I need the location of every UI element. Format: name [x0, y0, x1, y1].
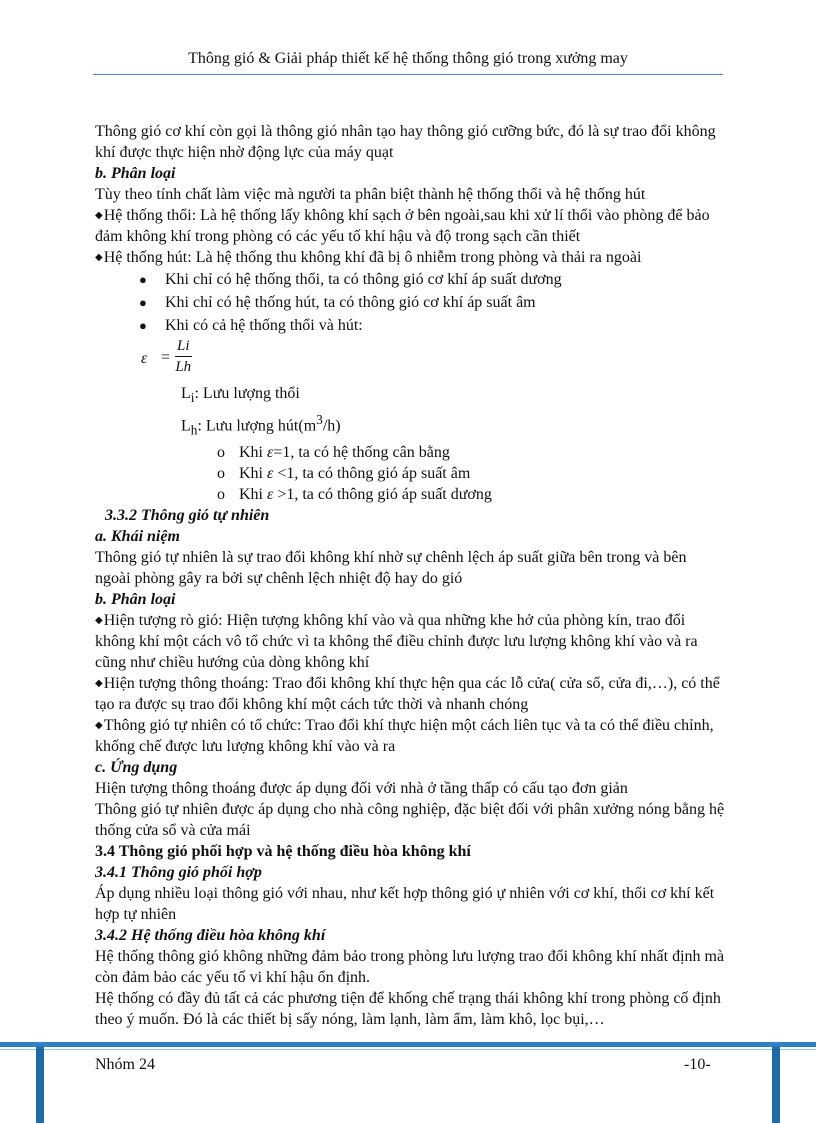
bullet-item: [95, 291, 725, 314]
paragraph: Thông gió tự nhiên được áp dụng cho nhà công nghiệp, đặc biệt đối với phân xưởng nóng bằng hệ thống cửa sổ và cửa mái: [95, 800, 725, 839]
page-number: -10-: [684, 1056, 711, 1073]
paragraph: Hệ thống thông gió không những đảm bảo trong phòng lưu lượng trao đổi không khí nhất định mà còn đảm bảo các yếu tố vi khí hậu ổn định.: [95, 947, 725, 986]
diamond-bullet-icon: ◆: [95, 614, 103, 626]
diamond-bullet-icon: ◆: [95, 677, 103, 689]
diamond-bullet-icon: ◆: [95, 719, 103, 731]
def-text: : Lưu lượng hút(m: [197, 417, 317, 435]
case-text: Khi: [239, 485, 267, 503]
definition-lh: [95, 409, 725, 442]
bullet-text: Khi có cả hệ thống thổi và hút:: [165, 317, 363, 334]
case-text: Khi: [239, 464, 267, 482]
paragraph: Thông gió cơ khí còn gọi là thông gió nhân tạo hay thông gió cưỡng bức, đó là sự trao đổi không khí được thực hiện nhờ động lực của máy quạt: [95, 123, 716, 161]
dot-bullet-icon: ●: [139, 295, 147, 310]
paragraph: Tùy theo tính chất làm việc mà người ta phân biệt thành hệ thống thổi và hệ thống hút: [95, 186, 646, 203]
paragraph-text: Hệ thống thổi: Là hệ thống lấy không khí sạch ở bên ngoài,sau khi xử lí thổi vào phòng để bảo đảm không khí trong phòng có các yếu tố khí hậu và độ trong sạch cần thiết: [95, 207, 710, 245]
paragraph: Thông gió tự nhiên là sự trao đổi không khí nhờ sự chênh lệch áp suất giữa bên trong và bên ngoài phòng gây ra bởi sự chênh lệch nhiệt độ hay do gió: [95, 548, 687, 587]
dot-bullet-icon: ●: [139, 318, 147, 333]
formula-fraction: [175, 337, 192, 377]
paragraph-text: Hiện tượng thông thoáng: Trao đổi không khí thực hện qua các lỗ cửa( cửa sổ, cửa đi,…), có thể tạo ra được sụ trao đổi không khí một cách tức thời và nhanh chóng: [95, 674, 720, 713]
footer-line: [0, 1049, 816, 1050]
footer-right-accent: [772, 1047, 780, 1123]
circle-bullet-icon: o: [217, 443, 225, 461]
case-text: Khi: [239, 443, 267, 461]
paragraph: [95, 205, 725, 247]
case-symbol: ε: [267, 464, 274, 482]
def-superscript: 3: [316, 412, 323, 428]
formula-lhs: ε: [141, 350, 148, 367]
footer-left-accent: [36, 1047, 44, 1123]
page-header-title: Thông gió & Giải pháp thiết kế hệ thống thông gió trong xưởng may: [188, 50, 628, 67]
case-text: <1, ta có thông gió áp suất âm: [273, 464, 471, 482]
def-symbol: L: [181, 417, 191, 435]
paragraph: [95, 247, 725, 268]
paragraph: Áp dụng nhiều loại thông gió với nhau, như kết hợp thông gió ự nhiên với cơ khí, thổi cơ khí kết hợp tự nhiên: [95, 884, 715, 923]
case-symbol: ε: [267, 485, 274, 503]
bullet-item: [95, 268, 725, 291]
case-text: >1, ta có thông gió áp suất dương: [273, 485, 492, 503]
section-heading: 3.4.2 Hệ thống điều hòa không khí: [95, 926, 326, 944]
paragraph-text: Hệ thống hút: Là hệ thống thu không khí đã bị ô nhiễm trong phòng và thải ra ngoài: [103, 249, 642, 266]
document-body: [95, 121, 725, 1030]
paragraph: Hiện tượng thông thoáng được áp dụng đối với nhà ở tầng thấp có cấu tạo đơn giản: [95, 779, 628, 797]
case-item: [95, 484, 725, 505]
case-item: [95, 442, 725, 463]
case-text: =1, ta có hệ thống cân bằng: [273, 443, 450, 461]
section-heading: 3.4 Thông gió phối hợp và hệ thống điều hòa không khí: [95, 842, 471, 860]
case-item: [95, 463, 725, 484]
header-divider: [93, 74, 723, 75]
section-heading: a. Khái niệm: [95, 527, 180, 545]
footer-group-name: Nhóm 24: [95, 1056, 155, 1073]
bullet-item: [95, 314, 725, 337]
paragraph-text: Hiện tượng rò gió: Hiện tượng không khí vào và qua những khe hở của phòng kín, trao đổi không khí một cách vô tổ chức vì ta không thể điều chỉnh được lưu lượng không khí vào và ra cũng như chiều hướng của dòng không khí: [95, 611, 698, 671]
formula-numerator: Li: [175, 337, 192, 357]
circle-bullet-icon: o: [217, 464, 225, 482]
def-subscript: i: [190, 390, 195, 406]
paragraph: [95, 673, 725, 715]
paragraph: [95, 715, 725, 757]
dot-bullet-icon: ●: [139, 272, 147, 287]
def-subscript: h: [190, 422, 198, 438]
diamond-bullet-icon: ◆: [95, 252, 103, 263]
section-heading: 3.4.1 Thông gió phối hợp: [95, 863, 262, 881]
def-text: : Lưu lượng thổi: [194, 385, 300, 402]
ratio-formula: [95, 339, 725, 379]
definition-li: [95, 383, 725, 409]
circle-bullet-icon: o: [217, 485, 225, 503]
section-heading: 3.3.2 Thông gió tự nhiên: [105, 506, 270, 524]
section-heading: b. Phân loại: [95, 165, 176, 182]
case-symbol: ε: [267, 443, 274, 461]
diamond-bullet-icon: ◆: [95, 210, 103, 221]
paragraph: [95, 610, 725, 673]
formula-equals: =: [161, 349, 171, 366]
paragraph: Hệ thống có đầy đủ tất cả các phương tiện để khống chế trạng thái không khí trong phòng cố định theo ý muốn. Đó là các thiết bị sấy nóng, làm lạnh, làm ẩm, làm khô, lọc bụi,…: [95, 989, 721, 1028]
formula-denominator: Lh: [175, 359, 192, 375]
section-heading: b. Phân loại: [95, 590, 176, 608]
bullet-text: Khi chỉ có hệ thống hút, ta có thông gió cơ khí áp suất âm: [165, 294, 536, 311]
bullet-text: Khi chỉ có hệ thống thổi, ta có thông gió cơ khí áp suất dương: [165, 271, 562, 288]
paragraph-text: Thông gió tự nhiên có tổ chức: Trao đổi khí thực hiện một cách liên tục và ta có thể điều chỉnh, khống chế được lưu lượng không khí vào và ra: [95, 716, 714, 755]
def-symbol: L: [181, 385, 191, 402]
footer-bar: [0, 1042, 816, 1047]
def-text: /h): [322, 417, 341, 435]
section-heading: c. Ứng dụng: [95, 758, 178, 776]
